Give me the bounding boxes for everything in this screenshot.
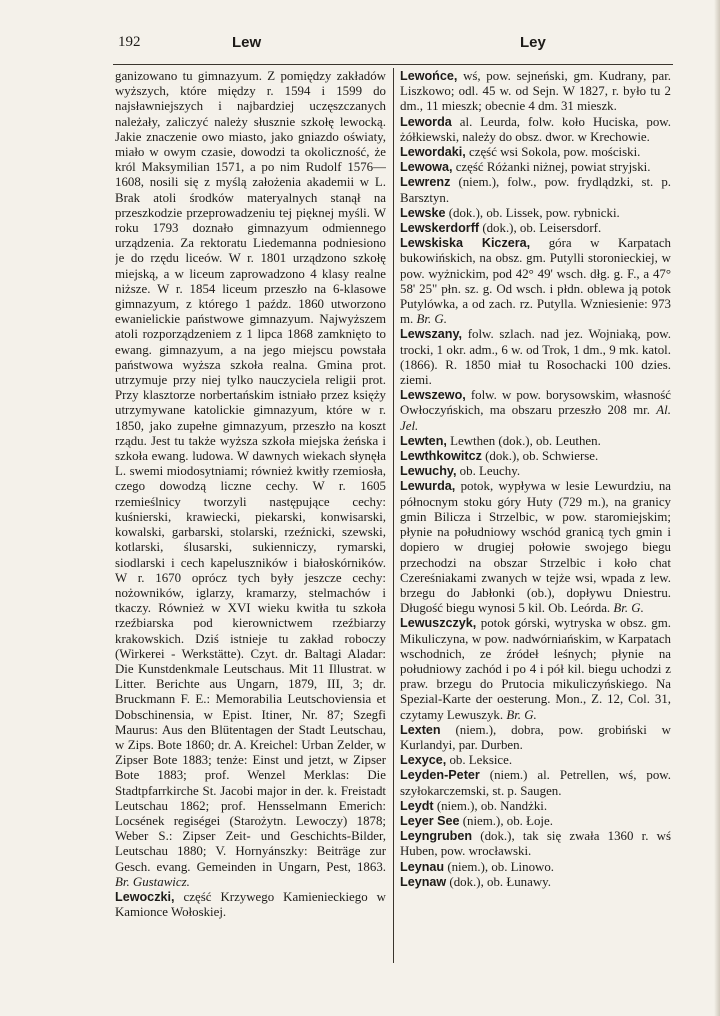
entry-text: (dok.), ob. Łunawy. — [446, 874, 551, 889]
article-text: ganizowano tu gimnazyum. Z pomiędzy zakładów wyższych, które między r. 1594 i 1599 do najsławniejszych i najbardziej uczęszczanych należały, zaliczyć należy słusznie szkołę lewocką. Jakie znaczenie owo miasto, jako gniazdo oświaty, miało w owym czasie, dowodzi ta okoliczność, że król Maksymilian 1571, a po nim Rudolf 1576—1608, nosili się z myślą założenia akademii w L. Brak atoli środków materyalnych stanął na przeszkodzie przeprowadzeniu tej pięknej myśli. W roku 1793 doznało gimnazyum odmiennego urządzenia. Za rektoratu Liedemanna podniesiono je do rzędu liceów. W r. 1801 urządzono szkołę miejską, a w liceum zaprowadzono 4 klasy realne niższe. W r. 1854 liceum przeszło na 6-klasowe gimnazyum, z którego 1 paźdz. 1860 utworzono ewanielickie państwowe gimnazyum. Najwyższem atoli rozporządzeniem z 1 lipca 1868 zamknięto to ewang. gimnazyum, a na jego miejscu powstała państwowa wyższa szkoła realna. Gmina prot. utrzymuje przy niej tylko nauczyciela religii prot. Przy klasztorze norbertańskim istniało przez księży utrzymywane katolickie gimnazyum, które w r. 1850, jako zupełne gimnazyum, przeszło na koszt rządu. Jest tu także wyższa szkoła miejska żeńska i szkoła ewang. ludowa. W dawnych wiekach słynęła L. swemi miodosytniami; również kwitły rzemiosła, czego dowodzą liczne cechy. W r. 1605 rzemieślnicy tworzyli następujące cechy: kuśnierski, krawiecki, piekarski, konwisarski, kowalski, garbarski, stolarski, rzeźnicki, szewski, kotlarski, ślusarski, sukienniczy, rymarski, siodlarski i cech kapeluszników i białoskórników. W r. 1670 oprócz tych były jeszcze cechy: nożowników, iglarzy, kramarzy, stelmachów i tkaczy. Również w XVI wieku kwitła tu szkoła rzeźbiarska pod kierownictwem rzeźbiarzy krakowskich. Dziś istnieje tu zakład roboczy (Wirkerei - Werkstätte). Czyt. dr. Baltagi Aladar: Die Kunstdenkmale Leutschaus. Mit 11 Illustrat. w Litter. Berichte aus Ungarn, 1879, III, 3; dr. Bruckmann F. E.: Memorabilia Leutschoviensia et Dobschinensia, w Epist. Itiner, Nr. 87; Szegfi Maurus: Aus den Blütentagen der Stadt Leutschau, w Zips. Bote 1860; dr. A. Kreichel: Urban Zelder, w Zipser Bote 1883; tenże: Einst und jetzt, w Zipser Bote 1883; prof. Wenzel Merklas: Die Stadtpfarrkirche St. Jacobi major in der. k. Freistadt Leutschau 1862; prof. Hensselmann Emerich: Locsének regiségei (Starożytn. Lewoczy) 1878; Weber S.: Zipser Zeit- und Geschichts-Bilder, Leutschau 1880; V. Hornyánszky: Beiträge zur Gesch. evang. Gemeinden in Ungarn, Pest, 1863. — [115, 69, 386, 874]
article-continuation — [115, 69, 386, 890]
entry-headword: Leyden-Peter — [400, 768, 480, 783]
entry-text: (dok.), tak się zwała 1360 r. wś Huben, pow. wrocławski. — [400, 829, 671, 859]
entry-headword: Lewońce, — [400, 69, 458, 83]
entry-text: część wsi Sokola, pow. mościski. — [465, 145, 641, 160]
entry-text: potok, wypływa w lesie Lewurdziu, na północnym stoku góry Huty (729 m.), na granicy gmin Bilicza i Strzelbic, w pow. staromiejskim; płynie na południowy wschód granicą tych gmin i dopiero w drugiej połowie swojego biegu przechodzi na obszar Strzelbic i koło chat Czereśniakami zwanych w tejże wsi, wpada z lew. brzegu do Jabłonki (ob.), dopływu Dniestru. Długość biegu wynosi 5 kil. Ob. Leórda. — [400, 479, 671, 616]
dictionary-entry — [400, 616, 671, 722]
entry-text: al. Leurda, folw. koło Huciska, pow. żółkiewski, należy do obsz. dwor. w Krechowie. — [400, 114, 671, 144]
entry-text: folw. szlach. nad jez. Wojniaką, pow. trocki, 1 okr. adm., 6 w. od Trok, 1 dm., 9 mk. katol. (1866). R. 1850 miał tu Rosochacki 100 dzies. ziemi. — [400, 327, 671, 388]
entry-text: potok górski, wytryska w obsz. gm. Mikuliczyna, w pow. nadwórniańskim, w Karpatach wschodnich, ze źródeł leśnych; płynie na południowy zachód i po 4 i pół kil. biegu uchodzi z praw. brzegu do Prutocia mikuliczyńskiego. Na Spezial-Karte der oesterung. Mon., Z. 12, Col. 31, czytamy Lewuszyk. — [400, 616, 671, 722]
entry-text: ob. Leuchy. — [456, 464, 521, 479]
entry-text: część Krzywego Kamienieckiego w Kamionce Wołoskiej. — [115, 889, 386, 920]
entry-headword: Leworda — [400, 114, 452, 129]
entry-headword: Lewuszczyk, — [400, 616, 477, 631]
dictionary-entry — [400, 327, 671, 388]
entry-text: góra w Karpatach bukowińskich, na obsz. gm. Putylli storonieckiej, w pow. wyżnickim, pod 42° 49' wsch. dłg. g. F., a 47° 58' 25" płn. sz. g. Od wsch. i płdn. oblewa ją potok Putylówka, a od zach. rz. Putylla. Wzniesienie: 973 m. — [400, 236, 671, 327]
entry-signature: Br. G. — [506, 707, 537, 722]
entry-headword: Lewszewo, — [400, 388, 466, 403]
dictionary-entry — [400, 814, 671, 829]
entry-text: (dok.), ob. Lissek, pow. rybnicki. — [445, 205, 620, 220]
entry-signature: Br. G. — [613, 601, 644, 616]
entry-headword: Lewskerdorff — [400, 221, 480, 236]
left-column — [115, 69, 386, 965]
entry-headword: Lewoczki, — [115, 889, 175, 904]
dictionary-entry — [400, 799, 671, 814]
dictionary-entry — [400, 221, 671, 236]
dictionary-entry — [400, 236, 671, 327]
dictionary-entry — [400, 160, 671, 175]
dictionary-entry — [400, 69, 671, 115]
entry-headword: Lewowa, — [400, 160, 453, 175]
entry-headword: Leyer See — [400, 813, 460, 828]
dictionary-entry — [400, 115, 671, 145]
entry-text: (dok.), ob. Schwierse. — [481, 449, 599, 464]
page-edge-shadow — [714, 0, 720, 1016]
article-signature: Br. Gustawicz. — [115, 874, 190, 889]
dictionary-entry — [400, 449, 671, 464]
dictionary-entry — [400, 206, 671, 221]
dictionary-entry — [400, 479, 671, 616]
dictionary-entry — [400, 753, 671, 768]
entry-text: (niem.) al. Petrellen, wś, pow. szyłokarczemski, st. p. Saugen. — [400, 768, 671, 798]
entry-headword: Lexyce, — [400, 753, 447, 768]
entry-text: (niem.), ob. Linowo. — [444, 859, 555, 874]
dictionary-entry — [400, 723, 671, 753]
entry-headword: Lewszany, — [400, 327, 463, 342]
dictionary-entry — [400, 145, 671, 160]
column-divider — [393, 68, 394, 963]
entry-text: (dok.), ob. Leisersdorf. — [479, 221, 602, 236]
entry-signature: Br. G. — [416, 312, 447, 327]
entry-headword: Lewske — [400, 205, 446, 220]
dictionary-entry — [400, 175, 671, 205]
entry-headword: Lewrenz — [400, 175, 451, 190]
entry-text: ob. Leksice. — [446, 753, 513, 768]
entry-text: część Różanki niżnej, powiat stryjski. — [452, 160, 651, 175]
entry-headword: Lewten, — [400, 433, 447, 448]
entry-headword: Leydt — [400, 798, 434, 813]
entry-headword: Lewuchy, — [400, 464, 457, 479]
entry-text: Lewthen (dok.), ob. Leuthen. — [446, 433, 601, 448]
entry-headword: Leynau — [400, 859, 445, 874]
entry-lewoczki — [115, 890, 386, 920]
entry-text: wś, pow. sejneński, gm. Kudrany, par. Liszkowo; odl. 45 w. od Sejn. W 1827, r. było tu 2 dm., 11 mieszk; obecnie 4 dm. 31 mieszk. — [400, 69, 671, 114]
entry-headword: Lewordaki, — [400, 145, 466, 160]
entry-text: folw. w pow. borysowskim, własność Owłoczyńskich, ma obszaru przeszło 208 mr. — [400, 388, 671, 418]
right-running-head: Ley — [520, 34, 546, 51]
dictionary-entry — [400, 860, 671, 875]
entry-signature: Al. Jel. — [400, 403, 671, 433]
dictionary-entry — [400, 434, 671, 449]
entry-headword: Leynaw — [400, 874, 447, 889]
entry-headword: Leyngruben — [400, 829, 473, 844]
dictionary-entry — [400, 829, 671, 859]
header-rule — [113, 64, 673, 65]
right-column — [400, 69, 671, 965]
entry-text: (niem.), ob. Nandżki. — [433, 798, 548, 813]
dictionary-entry — [400, 768, 671, 798]
entry-headword: Lewurda, — [400, 479, 456, 494]
entry-text: (niem.), ob. Łoje. — [459, 813, 553, 828]
left-running-head: Lew — [232, 34, 262, 51]
dictionary-entry — [400, 464, 671, 479]
dictionary-entry — [400, 388, 671, 434]
entry-headword: Lewskiska Kiczera, — [400, 236, 531, 251]
dictionary-entry — [400, 875, 671, 890]
page-number: 192 — [118, 34, 141, 50]
entry-headword: Lexten — [400, 722, 441, 737]
entry-text: (niem.), dobra, pow. grobiński w Kurlandyi, par. Durben. — [400, 722, 671, 752]
entry-text: (niem.), folw., pow. frydlądzki, st. p. Barsztyn. — [400, 175, 671, 205]
entry-headword: Lewthkowitcz — [400, 449, 482, 464]
